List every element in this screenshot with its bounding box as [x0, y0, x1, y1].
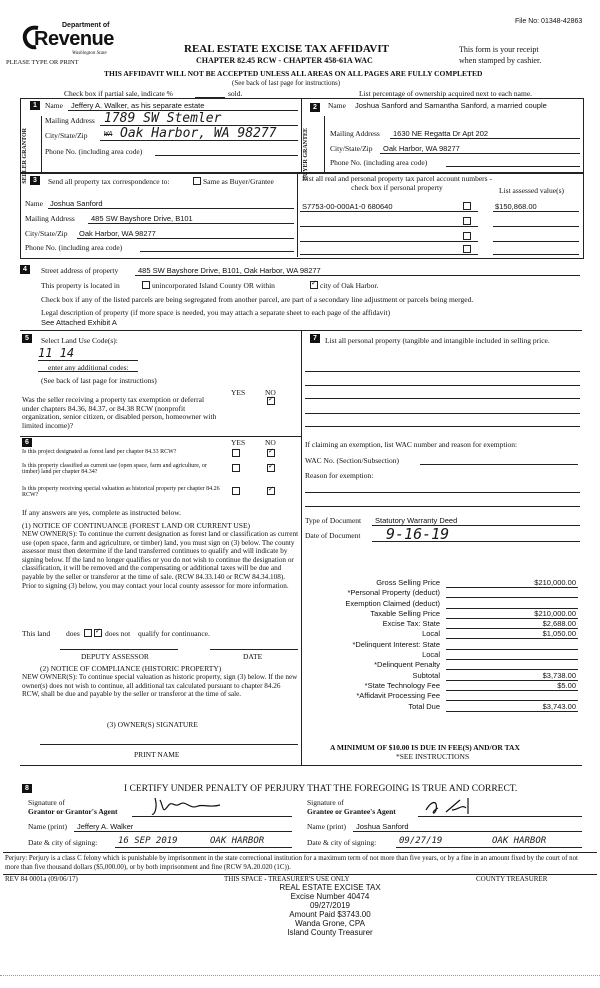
notice-compliance-title: (2) NOTICE OF COMPLIANCE (HISTORIC PROPERTY)	[40, 664, 222, 673]
tax-row-value[interactable]: $210,000.00	[534, 608, 576, 618]
exemption-claim-label: If claiming an exemption, list WAC number and reason for exemption:	[305, 440, 518, 449]
grantor-sig-label-2: Grantor or Grantor's Agent	[28, 807, 118, 816]
doc-date-label: Date of Document	[305, 531, 361, 540]
tax-row	[305, 578, 578, 588]
doc-date[interactable]: 9-16-19	[386, 525, 450, 543]
tax-row	[305, 671, 578, 681]
seller-side-label: SELLER GRANTOR	[22, 128, 28, 184]
same-as-buyer-checkbox[interactable]	[193, 177, 201, 185]
send-correspondence-label: Send all property tax correspondence to:	[48, 177, 170, 186]
any-yes-note: If any answers are yes, complete as instructed below.	[22, 508, 182, 517]
tax-row-label: Excise Tax: State	[382, 619, 440, 629]
land-use-label: Select Land Use Code(s):	[41, 336, 118, 345]
tax-row	[305, 660, 578, 670]
tax-row-value[interactable]: $210,000.00	[534, 578, 576, 587]
stamp-line: Island County Treasurer	[287, 928, 373, 937]
yes-header-2: YES	[231, 438, 246, 447]
unincorporated-label: unincorporated Island County OR within	[152, 281, 275, 290]
stamp-line: Amount Paid $3743.00	[289, 910, 371, 919]
stamp-line: Wanda Grone, CPA	[295, 919, 365, 928]
current-use-yes-checkbox[interactable]	[232, 464, 240, 472]
forest-question: Is this project designated as forest land per chapter 84.33 RCW?	[22, 449, 177, 455]
owner-signature-label: (3) OWNER(S) SIGNATURE	[107, 720, 198, 729]
yes-header-1: YES	[231, 388, 246, 397]
section-5-number: 5	[22, 334, 32, 343]
tax-computation-table	[305, 578, 578, 712]
logo-dept: Department of	[62, 22, 110, 29]
grantor-date-label: Date & city of signing:	[28, 838, 98, 847]
receipt-note-2: when stamped by cashier.	[459, 56, 542, 65]
partial-sale-label: Check box if partial sale, indicate %	[64, 89, 173, 98]
city-of-checkbox[interactable]	[310, 281, 318, 289]
certify-statement: I CERTIFY UNDER PENALTY OF PERJURY THAT THE FOREGOING IS TRUE AND CORRECT.	[124, 784, 518, 794]
personal-property-checkbox-3[interactable]	[463, 232, 471, 240]
buyer-city-label: City/State/Zip	[330, 144, 373, 153]
street-label: Street address of property	[41, 266, 119, 275]
same-as-buyer-label: Same as Buyer/Grantee	[203, 177, 274, 186]
see-instructions-note: *SEE INSTRUCTIONS	[396, 752, 470, 761]
buyer-name[interactable]: Joshua Sanford and Samantha Sanford, a married couple	[355, 101, 547, 110]
this-land-label: This land	[22, 629, 51, 638]
warning: THIS AFFIDAVIT WILL NOT BE ACCEPTED UNLESS ALL AREAS ON ALL PAGES ARE FULLY COMPLETED	[104, 69, 483, 78]
segregated-label: Check box if any of the listed parcels are being segregated from another parcel, are part of a secondary line adjustment or parcels being merged.	[41, 295, 474, 304]
historic-yes-checkbox[interactable]	[232, 487, 240, 495]
section-3-number: 3	[30, 176, 40, 185]
assessed-header: List assessed value(s)	[499, 186, 564, 195]
seller-name-label: Name	[45, 101, 63, 110]
treasurer-use-label: THIS SPACE - TREASURER'S USE ONLY	[224, 875, 350, 883]
no-header-2: NO	[265, 438, 276, 447]
forest-no-checkbox[interactable]	[267, 449, 275, 457]
personal-property-label: List all personal property (tangible and intangible included in selling price.	[325, 336, 550, 345]
list-percent-note: List percentage of ownership acquired next to each name.	[359, 89, 533, 98]
assessed-value[interactable]: $150,868.00	[495, 202, 537, 211]
perjury-notice: Perjury: Perjury is a class C felony which is punishable by imprisonment in the state correctional institution for a maximum term of not more than five years, or by a fine in an amount fixed by the court of not more than five thousand dollars ($5,000.00), or by both imprisonment and fine (RCW 9A.20.020 (1C)).	[5, 855, 578, 871]
form-chapter: CHAPTER 82.45 RCW - CHAPTER 458-61A WAC	[196, 56, 373, 65]
grantor-sig-label-1: Signature of	[28, 798, 65, 807]
tax-row-value[interactable]: $3,743.00	[542, 701, 576, 711]
current-use-no-checkbox[interactable]	[267, 464, 275, 472]
seller-city[interactable]: Oak Harbor, WA 98277	[120, 126, 277, 141]
tax-row-label: *Personal Property (deduct)	[347, 588, 440, 598]
tax-row-label: *Delinquent Interest: State	[352, 639, 440, 649]
seller-name[interactable]: Jeffery A. Walker, as his separate estate	[71, 101, 205, 110]
grantee-date-label: Date & city of signing:	[307, 838, 377, 847]
qualify-label: qualify for continuance.	[138, 629, 210, 638]
grantee-date[interactable]: 09/27/19	[399, 836, 443, 846]
seller-city-label: City/State/Zip	[45, 131, 88, 140]
grantee-name-label: Name (print)	[307, 822, 346, 831]
located-label: This property is located in	[41, 281, 120, 290]
grantor-name-label: Name (print)	[28, 822, 67, 831]
does-not-label: does not	[105, 629, 131, 638]
seller-city-prefix: WA	[104, 130, 113, 138]
seller-mail-label: Mailing Address	[45, 116, 95, 125]
deputy-date-label: DATE	[243, 652, 263, 661]
parcel-list-header: List all real and personal property tax parcel account numbers - check box if personal property	[302, 174, 492, 192]
buyer-phone-label: Phone No. (including area code)	[330, 158, 428, 167]
does-label: does	[66, 629, 80, 638]
grantee-sig-label-2: Grantee or Grantee's Agent	[307, 807, 396, 816]
section-8-number: 8	[22, 784, 32, 793]
sec3-name[interactable]: Joshua Sanford	[50, 199, 103, 208]
section-7-number: 7	[310, 334, 320, 343]
personal-property-checkbox-1[interactable]	[463, 202, 471, 210]
sec3-city-label: City/State/Zip	[25, 229, 68, 238]
forest-yes-checkbox[interactable]	[232, 449, 240, 457]
tax-row	[305, 702, 578, 712]
grantee-city[interactable]: OAK HARBOR	[492, 836, 547, 846]
seller-phone-label: Phone No. (including area code)	[45, 147, 143, 156]
street-address[interactable]: 485 SW Bayshore Drive, B101, Oak Harbor, WA 98277	[138, 266, 321, 275]
buyer-side-label: BUYER GRANTEE	[303, 128, 309, 181]
tax-row-label: *Affidavit Processing Fee	[356, 691, 440, 701]
form-revision: REV 84 0001a (09/06/17)	[5, 875, 78, 883]
tax-row	[305, 609, 578, 619]
tax-row	[305, 588, 578, 598]
tax-row-label: Exemption Claimed (deduct)	[345, 598, 440, 608]
notice-continuance-title: (1) NOTICE OF CONTINUANCE (FOREST LAND OR CURRENT USE)	[22, 521, 251, 530]
unincorporated-checkbox[interactable]	[142, 281, 150, 289]
tax-row	[305, 691, 578, 701]
print-name-label: PRINT NAME	[134, 750, 180, 759]
land-use-see-back: (See back of last page for instructions)	[41, 376, 157, 385]
buyer-city[interactable]: Oak Harbor, WA 98277	[383, 144, 460, 153]
exemption-question: Was the seller receiving a property tax exemption or deferral under chapters 84.36, 84.37, or 84.38 RCW (nonprofit organization, senior citizen, or disabled person, homeowner with limited income)?	[22, 395, 217, 430]
historic-no-checkbox[interactable]	[267, 487, 275, 495]
personal-property-checkbox-2[interactable]	[463, 217, 471, 225]
please-type: PLEASE TYPE OR PRINT	[6, 59, 79, 66]
city-of-label: city of Oak Harbor.	[320, 281, 379, 290]
legal-description-value[interactable]: See Attached Exhibit A	[41, 318, 117, 327]
wac-label: WAC No. (Section/Subsection)	[305, 456, 399, 465]
tax-row-value[interactable]: $2,688.00	[542, 619, 576, 629]
parcel-number[interactable]: S7753-00-000A1-0 680640	[302, 202, 393, 211]
grantor-city[interactable]: OAK HARBOR	[210, 836, 265, 846]
grantor-name[interactable]: Jeffery A. Walker	[77, 822, 134, 831]
notice-continuance-text: NEW OWNER(S): To continue the current designation as forest land or classification as current use (open space, farm and agriculture, or timber) land, you must sign on (3) below. The county assessor must then determine if the land transferred continues to qualify and will indicate by signing below. If the land no longer qualifies or you do not wish to continue the designation or classification, it will be removed and the compensating or additional taxes will be due and payable by the seller or transferor at the time of sale. (RCW 84.33.140 or RCW 84.34.108). Prior to signing (3) below, you may contact your local county assessor for more information.	[22, 530, 299, 590]
sec3-name-label: Name	[25, 199, 43, 208]
tax-row	[305, 619, 578, 629]
historic-question: Is this property receiving special valuation as historical property per chapter 84.26 RCW?	[22, 486, 220, 498]
exemption-no-checkbox[interactable]	[267, 397, 275, 405]
grantee-signature[interactable]	[422, 796, 482, 818]
grantor-signature[interactable]	[150, 796, 225, 818]
buyer-mail-label: Mailing Address	[330, 129, 380, 138]
notice-compliance-text: NEW OWNER(S): To continue special valuation as historic property, sign (3) below. If the new owner(s) does not wish to continue, all additional tax calculated pursuant to chapter 84.26 RCW, shall be due and payable by the seller or transferor at the time of sale.	[22, 673, 298, 699]
tax-row-label: Taxable Selling Price	[370, 608, 440, 618]
does-not-checkbox[interactable]	[94, 629, 102, 637]
file-number: File No: 01348-42863	[515, 18, 583, 25]
legal-description-label: Legal description of property (if more space is needed, you may attach a separate sheet to each page of the affidavit)	[41, 308, 391, 317]
tax-row-label: Total Due	[408, 701, 440, 711]
seller-mail[interactable]: 1789 SW Stemler	[104, 111, 222, 126]
deputy-assessor-label: DEPUTY ASSESSOR	[81, 652, 149, 661]
treasurer-stamp	[230, 883, 430, 937]
tax-row-value[interactable]: $3,738.00	[542, 670, 576, 680]
section-1-number: 1	[30, 101, 40, 110]
sec3-mail-label: Mailing Address	[25, 214, 75, 223]
sec3-city[interactable]: Oak Harbor, WA 98277	[79, 229, 156, 238]
grantee-sig-label-1: Signature of	[307, 798, 344, 807]
stamp-line: 09/27/2019	[309, 901, 351, 910]
tax-row-label: Gross Selling Price	[376, 578, 440, 587]
tax-row	[305, 599, 578, 609]
buyer-mail[interactable]: 1630 NE Regatta Dr Apt 202	[393, 129, 489, 138]
tax-row-label: Subtotal	[412, 670, 440, 680]
logo-state: Washington State	[72, 51, 107, 56]
stamp-line: REAL ESTATE EXCISE TAX	[279, 883, 381, 892]
sold-label: sold.	[228, 89, 243, 98]
additional-codes-label: enter any additional codes:	[48, 363, 129, 372]
receipt-note-1: This form is your receipt	[459, 45, 539, 54]
tax-row-label: *Delinquent Penalty	[374, 660, 440, 670]
tax-row-value[interactable]: $1,050.00	[542, 629, 576, 639]
grantee-name[interactable]: Joshua Sanford	[356, 822, 409, 831]
logo-word: Revenue	[34, 28, 114, 50]
tax-row-label: *State Technology Fee	[364, 680, 440, 690]
tax-row-label: Local	[422, 650, 440, 660]
current-use-question: Is this property classified as current use (open space, farm and agriculture, or timber) land per chapter 84.34?	[22, 463, 207, 475]
county-treasurer-label: COUNTY TREASURER	[476, 875, 548, 883]
personal-property-checkbox-4[interactable]	[463, 245, 471, 253]
doc-type[interactable]: Statutory Warranty Deed	[375, 516, 458, 525]
see-back: (See back of last page for instructions)	[232, 79, 341, 87]
land-use-code[interactable]: 11 14	[38, 346, 75, 360]
section-2-number: 2	[310, 103, 320, 112]
does-checkbox[interactable]	[84, 629, 92, 637]
tax-row-label: Local	[422, 629, 440, 639]
tax-row	[305, 629, 578, 639]
sec3-phone-label: Phone No. (including area code)	[25, 243, 123, 252]
section-6-number: 6	[22, 438, 32, 447]
doc-type-label: Type of Document	[305, 516, 362, 525]
no-header-1: NO	[265, 388, 276, 397]
minimum-note: A MINIMUM OF $10.00 IS DUE IN FEE(S) AND/OR TAX	[330, 743, 520, 752]
section-4-number: 4	[20, 265, 30, 274]
buyer-name-label: Name	[328, 101, 346, 110]
tax-row	[305, 681, 578, 691]
grantor-date[interactable]: 16 SEP 2019	[118, 836, 178, 846]
form-title: REAL ESTATE EXCISE TAX AFFIDAVIT	[184, 43, 389, 55]
tax-row	[305, 640, 578, 650]
stamp-line: Excise Number 40474	[290, 892, 370, 901]
tax-row	[305, 650, 578, 660]
reason-label: Reason for exemption:	[305, 471, 374, 480]
tax-row-value[interactable]: $5.00	[557, 680, 576, 690]
sec3-mail[interactable]: 485 SW Bayshore Drive, B101	[91, 214, 193, 223]
